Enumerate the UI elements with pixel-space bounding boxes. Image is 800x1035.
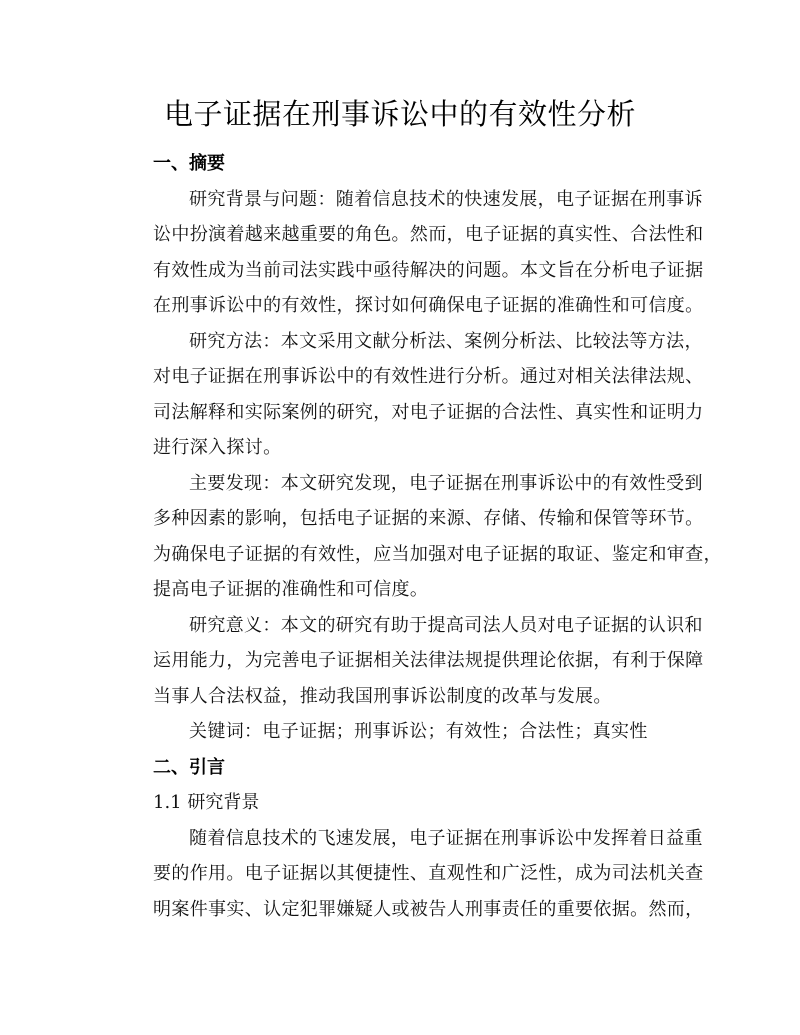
keywords-paragraph <box>117 714 683 750</box>
text-line: 有效性成为当前司法实践中亟待解决的问题。本文旨在分析电子证据 <box>153 259 704 281</box>
abstract-methods-paragraph <box>117 324 704 466</box>
text-line: 研究意义：本文的研究有助于提高司法人员对电子证据的认识和 <box>189 614 703 636</box>
text-line: 为确保电子证据的有效性，应当加强对电子证据的取证、鉴定和审查， <box>153 543 722 565</box>
introduction-paragraph <box>117 821 704 928</box>
abstract-findings-paragraph <box>117 466 722 608</box>
text-line: 随着信息技术的飞速发展，电子证据在刑事诉讼中发挥着日益重 <box>189 827 703 849</box>
text-line: 要的作用。电子证据以其便捷性、直观性和广泛性，成为司法机关查 <box>153 863 704 884</box>
text-line: 进行深入探讨。 <box>153 437 282 458</box>
text-line: 讼中扮演着越来越重要的角色。然而，电子证据的真实性、合法性和 <box>153 224 704 245</box>
text-line: 明案件事实、认定犯罪嫌疑人或被告人刑事责任的重要依据。然而， <box>153 898 704 920</box>
subsection-heading-research-background: 1.1 研究背景 <box>153 792 260 813</box>
text-line: 研究方法：本文采用文献分析法、案例分析法、比较法等方法， <box>189 330 703 352</box>
document-body <box>117 146 722 927</box>
abstract-background-paragraph <box>117 182 704 324</box>
text-line: 对电子证据在刑事诉讼中的有效性进行分析。通过对相关法律法规、 <box>153 366 704 387</box>
abstract-significance-paragraph <box>117 608 704 715</box>
text-line: 主要发现：本文研究发现，电子证据在刑事诉讼中的有效性受到 <box>189 472 703 494</box>
text-line: 当事人合法权益，推动我国刑事诉讼制度的改革与发展。 <box>153 685 612 707</box>
text-line: 在刑事诉讼中的有效性，探讨如何确保电子证据的准确性和可信度。 <box>153 295 704 316</box>
text-line: 多种因素的影响，包括电子证据的来源、存储、传输和保管等环节。 <box>153 508 704 529</box>
section-heading-introduction: 二、引言 <box>153 756 225 778</box>
section-heading-abstract: 一、摘要 <box>153 153 225 174</box>
text-line: 研究背景与问题：随着信息技术的快速发展，电子证据在刑事诉 <box>189 188 703 210</box>
text-line: 提高电子证据的准确性和可信度。 <box>153 579 429 600</box>
text-line: 运用能力，为完善电子证据相关法律法规提供理论依据，有利于保障 <box>153 650 704 671</box>
keywords-line: 关键词：电子证据；刑事诉讼；有效性；合法性；真实性 <box>189 721 648 742</box>
document-title: 电子证据在刑事诉讼中的有效性分析 <box>163 97 636 131</box>
text-line: 司法解释和实际案例的研究，对电子证据的合法性、真实性和证明力 <box>153 401 704 423</box>
